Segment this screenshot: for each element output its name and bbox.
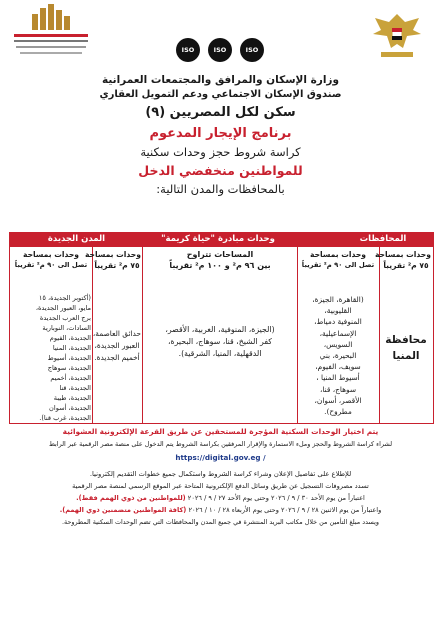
header-karima: وحدات مبادرة "حياة كريمة"	[161, 234, 275, 244]
subheader-new-90: وحدات بمساحة تصل الى ٩٠ م² تقريباً	[14, 250, 88, 269]
subheader-gov-75: وحدات بمساحة ٧٥ م² تقريباً	[374, 250, 431, 270]
date-line-1-note: (للمواطنين من ذوي الهمم فقط).	[76, 494, 186, 502]
purchase-note: لشراء كراسة الشروط والحجز وملء الاستمارة والإقرار المرفقين بكراسة الشروط يتم الدخول على منصة مصر الرقمية عبر الرابط	[48, 440, 393, 448]
fees-note: تسدد مصروفات التسجيل عن طريق وسائل الدفع الإلكترونية المتاحة عبر الموقع الرسمي لمنصة مصر الرقمية	[72, 482, 369, 490]
deposit-note: ويسدد مبلغ التأمين من خلال مكاتب البريد المنتشرة في جميع المدن والمحافظات التي تضم الوحدات السكنية المطروحة.	[61, 518, 379, 526]
eagle-emblem-icon	[367, 8, 427, 64]
target-group: للمواطنين منخفضي الدخل	[138, 163, 303, 178]
lottery-note: يتم اختيار الوحدات السكنية المؤجرة للمستحقين عن طريق القرعة الإلكترونية العشوائية	[62, 427, 379, 436]
cell-governorate-90: (القاهرة، الجيزة، القليوبية، المنوفية دمياط، الإسماعيلية، السويس، البحيرة، بني سويف، الفيوم، أسيوط المنيا ، سوهاج، قنا، الأقصر، أسوان، مطروح).	[312, 295, 364, 417]
fund-logo	[10, 4, 92, 70]
subheader-gov-90: وحدات بمساحة تصل الى ٩٠ م² تقريباً	[301, 250, 375, 269]
cell-new-90: (أكتوبر الجديدة، ١٥ مايو، العبور الجديدة، برج العرب الجديدة السادات، النوبارية الجديدة، الفيوم الجديدة، المنيا الجديدة، أسيوط الجديدة، سوهاج الجديدة، أخميم الجديدة، قنا الجديدة، طيبة الجديدة، أسوان الجديدة، غرب قنا).	[35, 294, 91, 422]
table-header-row	[10, 232, 433, 247]
digital-gov-link[interactable]: https://digital.gov.eg /	[175, 453, 266, 462]
column-divider	[379, 247, 380, 423]
iso-badge-icon: ISO	[176, 38, 200, 62]
subheader-new-75: وحدات بمساحة ٧٥ م² تقريباً	[84, 250, 141, 270]
column-divider	[142, 247, 143, 423]
header-governorates: المحافظات	[359, 234, 407, 244]
details-note: للإطلاع على تفاصيل الإعلان وشراء كراسة الشروط واستكمال جميع خطوات التقديم إلكترونيا.	[89, 470, 352, 478]
program-title: برنامج الإيجار المدعوم	[149, 126, 292, 141]
brochure-title: كراسة شروط حجز وحدات سكنية	[140, 145, 301, 159]
header-new-cities: المدن الجديدة	[47, 234, 106, 244]
iso-badge-icon: ISO	[208, 38, 232, 62]
project-title: سكن لكل المصريين (٩)	[145, 105, 296, 120]
ministry-title: وزارة الإسكان والمرافق والمجتمعات العمرانية	[101, 74, 340, 86]
date-line-2-text: واعتباراً من يوم الاثنين ٢٨ / ٩ / ٢٠٢٦ وحتى يوم الأربعاء ٢٨ / ١٠ / ٢٠٢٦	[188, 506, 382, 514]
cell-karima: (الجيزة، المنوفية، الغربية، الأقصر، كفر الشيخ، قنا، سوهاج، البحيرة، الدقهلية، المنيا، الشرقية).	[165, 325, 275, 358]
subheader-karima: المساحات تتراوح بين ٩٦ م² و ١٠٠ م² تقريباً	[169, 250, 271, 270]
fund-title: صندوق الإسكان الاجتماعي ودعم التمويل العقاري	[99, 89, 342, 100]
scope-line: بالمحافظات والمدن التالية:	[156, 182, 285, 196]
units-table	[9, 232, 434, 424]
iso-badges	[176, 38, 264, 62]
date-line-1	[0, 494, 441, 502]
iso-badge-icon: ISO	[240, 38, 264, 62]
date-line-2-note: (كافة المواطنين متضمنين ذوي الهمم).	[59, 506, 187, 514]
date-line-1-text: اعتباراً من يوم الأحد ٣٠ / ٩ / ٢٠٢٦ وحتى يوم الأحد ٢٧ / ٩ / ٢٠٢٦	[187, 494, 365, 502]
cell-governorate-75: محافظة المنيا	[385, 334, 427, 362]
cell-new-75: حدائق العاصمة، العبور الجديدة، أخميم الجديدة.	[92, 329, 141, 362]
date-line-2	[0, 506, 441, 514]
